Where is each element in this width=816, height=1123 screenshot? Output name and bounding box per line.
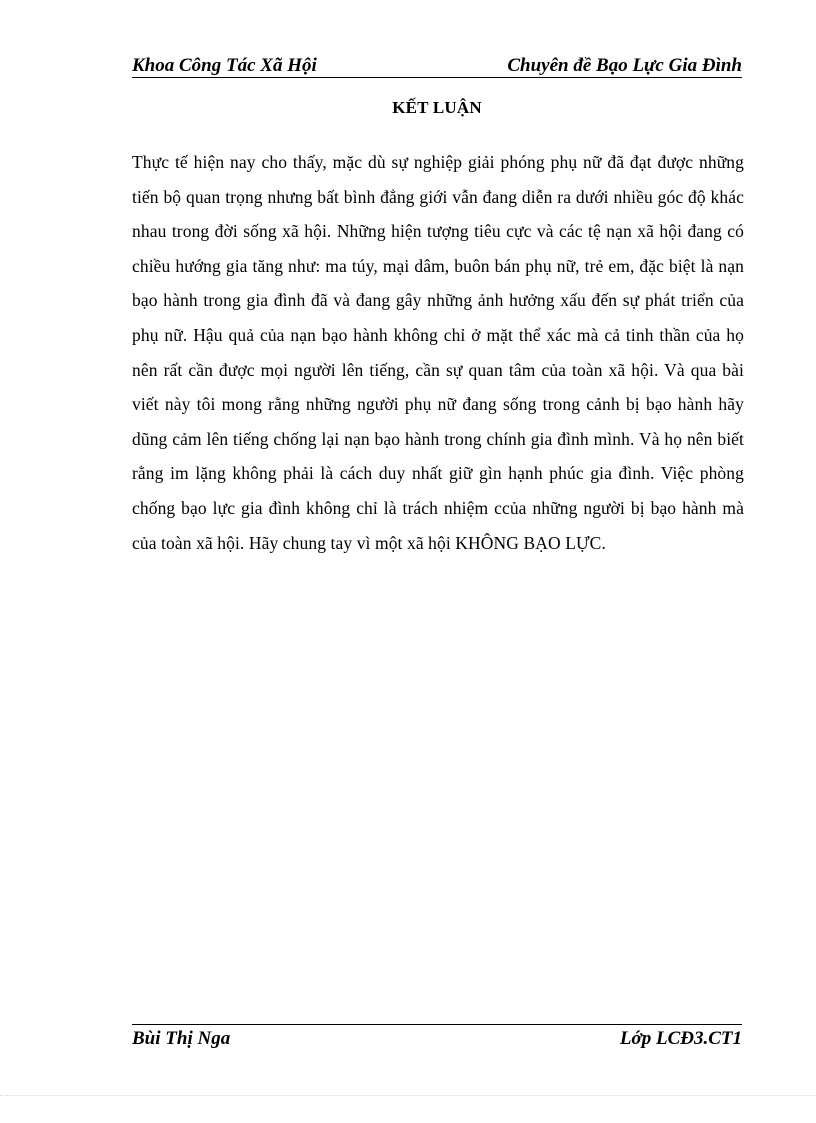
conclusion-paragraph: Thực tế hiện nay cho thấy, mặc dù sự nghiệp giải phóng phụ nữ đã đạt được những tiến bộ quan trọng nhưng bất bình đẳng giới vẫn đang diễn ra dưới nhiều góc độ khác nhau trong đời sống xã hội. Những hiện tượng tiêu cực và các tệ nạn xã hội đang có chiều hướng gia tăng như: ma túy, mại dâm, buôn bán phụ nữ, trẻ em, đặc biệt là nạn bạo hành trong gia đình đã và đang gây những ảnh hưởng xấu đến sự phát triển của phụ nữ. Hậu quả của nạn bạo hành không chỉ ở mặt thể xác mà cả tinh thần của họ nên rất cần được mọi người lên tiếng, cần sự quan tâm của toàn xã hội. Và qua bài viết này tôi mong rằng những người phụ nữ đang sống trong cảnh bị bạo hành hãy dũng cảm lên tiếng chống lại nạn bạo hành trong chính gia đình mình. Và họ nên biết rằng im lặng không phải là cách duy nhất giữ gìn hạnh phúc gia đình. Việc phòng chống bạo lực gia đình không chỉ là trách nhiệm ccủa những người bị bạo hành mà của toàn xã hội. Hãy chung tay vì một xã hội KHÔNG BẠO LỰC. <box>132 152 744 553</box>
header-faculty: Khoa Công Tác Xã Hội <box>132 55 317 76</box>
header-divider <box>132 77 742 78</box>
header-topic: Chuyên đề Bạo Lực Gia Đình <box>507 55 742 76</box>
page-edge-divider <box>0 1095 816 1096</box>
page-footer <box>132 1028 742 1052</box>
footer-author: Bùi Thị Nga <box>132 1028 231 1049</box>
section-title: KẾT LUẬN <box>392 98 482 117</box>
page-header <box>132 51 742 77</box>
footer-divider <box>132 1024 742 1025</box>
footer-class: Lớp LCĐ3.CT1 <box>619 1028 742 1049</box>
